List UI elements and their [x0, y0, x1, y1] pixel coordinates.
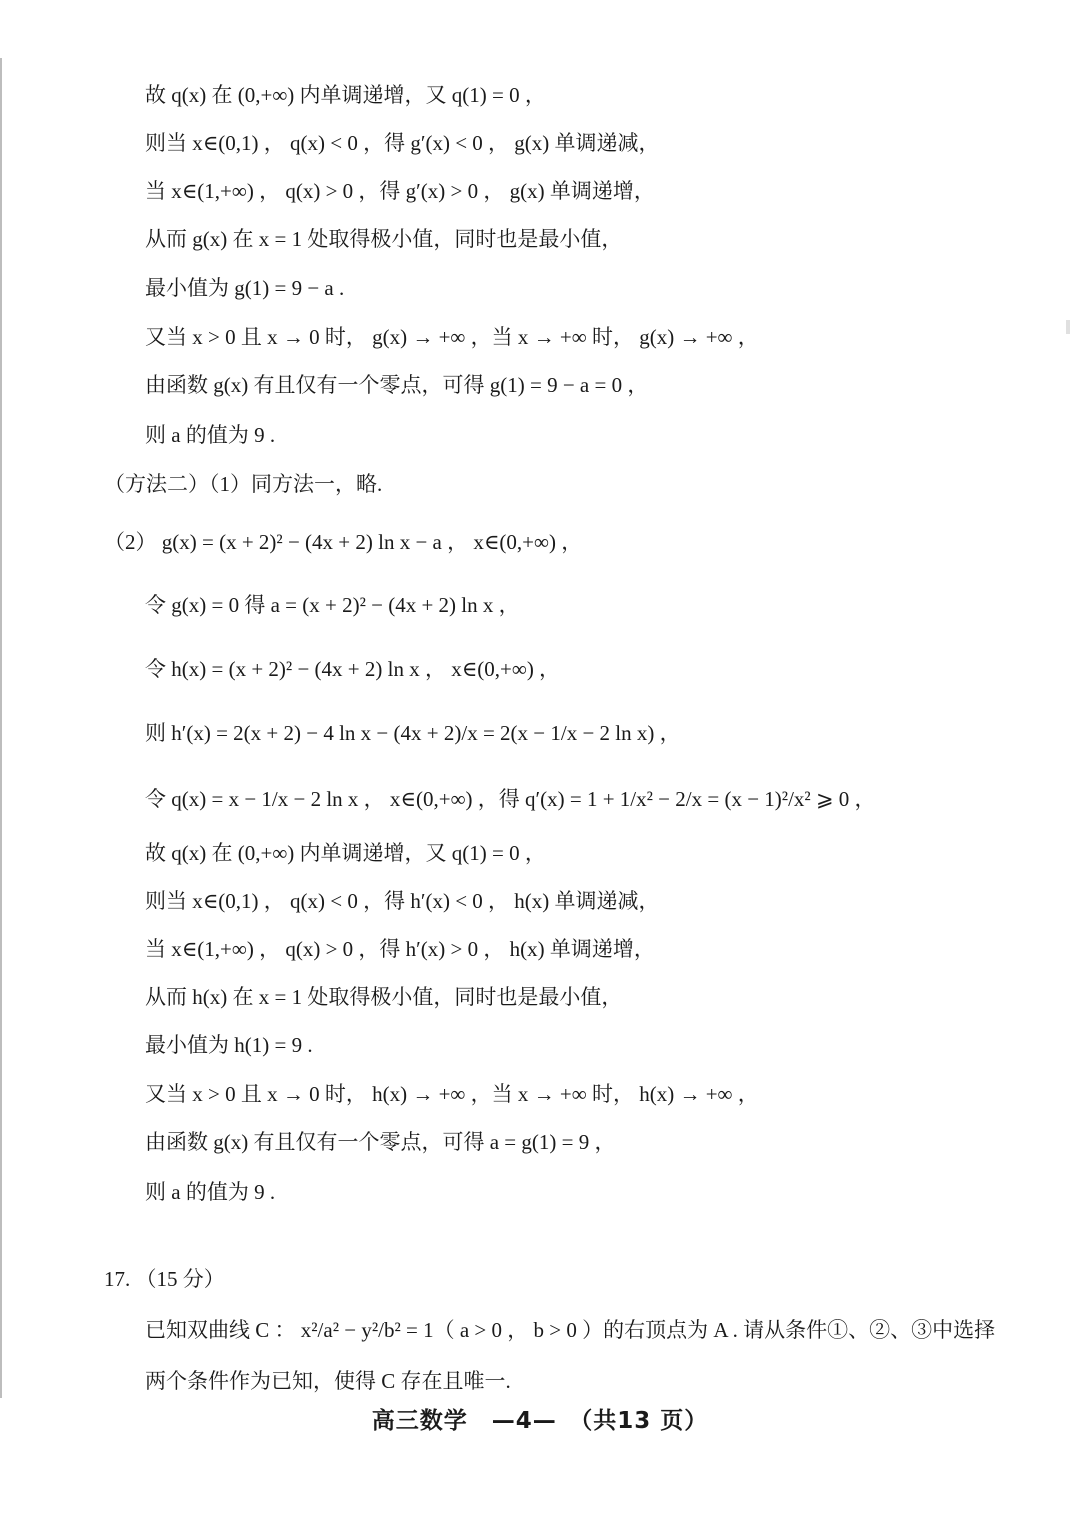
solution-line: 令 g(x) = 0 得 a = (x + 2)² − (4x + 2) ln x ， — [145, 593, 520, 617]
question-text-line: 两个条件作为已知，使得 C 存在且唯一. — [145, 1369, 511, 1393]
solution-line: 由函数 g(x) 有且仅有一个零点，可得 g(1) = 9 − a = 0 ， — [145, 373, 649, 397]
solution-line: 则当 x∈(0,1) ， q(x) < 0 ，得 h′(x) < 0 ， h(x) 单调递减， — [145, 889, 660, 913]
solution-line: 从而 g(x) 在 x = 1 处取得极小值，同时也是最小值， — [145, 227, 623, 251]
solution-line: 则 a 的值为 9 . — [145, 1180, 276, 1204]
solution-line: 又当 x > 0 且 x → 0 时， h(x) → +∞ ，当 x → +∞ 时， h(x) → +∞ ， — [145, 1082, 759, 1106]
solution-line: 当 x∈(1,+∞) ， q(x) > 0 ，得 h′(x) > 0 ， h(x) 单调递增， — [145, 937, 655, 961]
solution-line: 当 x∈(1,+∞) ， q(x) > 0 ，得 g′(x) > 0 ， g(x) 单调递增， — [145, 179, 655, 203]
solution-line: 从而 h(x) 在 x = 1 处取得极小值，同时也是最小值， — [145, 985, 623, 1009]
solution-line: 令 h(x) = (x + 2)² − (4x + 2) ln x ， x∈(0,+∞) ， — [145, 657, 561, 681]
solution-line: 故 q(x) 在 (0,+∞) 内单调递增，又 q(1) = 0 ， — [145, 841, 546, 865]
solution-line: 故 q(x) 在 (0,+∞) 内单调递增，又 q(1) = 0 ， — [145, 83, 546, 107]
page-edge-rule — [0, 58, 2, 1398]
solution-line: 则 a 的值为 9 . — [145, 423, 276, 447]
question-number-heading: 17. （15 分） — [104, 1267, 225, 1291]
solution-line: 由函数 g(x) 有且仅有一个零点，可得 a = g(1) = 9 ， — [145, 1130, 616, 1154]
solution-line: 令 q(x) = x − 1/x − 2 ln x ， x∈(0,+∞) ，得 q′(x) = 1 + 1/x² − 2/x = (x − 1)²/x² ⩾ 0 ， — [145, 787, 876, 811]
solution-line: 则当 x∈(0,1) ， q(x) < 0 ，得 g′(x) < 0 ， g(x) 单调递减， — [145, 131, 660, 155]
scan-speck — [1066, 320, 1070, 334]
solution-line: 最小值为 h(1) = 9 . — [145, 1033, 313, 1057]
solution-line: （2） g(x) = (x + 2)² − (4x + 2) ln x − a ， x∈(0,+∞) ， — [104, 530, 583, 554]
page-footer: 高三数学 —4— （共13 页） — [371, 1408, 709, 1434]
solution-line: 最小值为 g(1) = 9 − a . — [145, 276, 345, 300]
method-two-heading: （方法二）（1）同方法一，略. — [104, 472, 383, 496]
solution-line: 又当 x > 0 且 x → 0 时， g(x) → +∞ ，当 x → +∞ 时， g(x) → +∞ ， — [145, 325, 759, 349]
solution-line: 则 h′(x) = 2(x + 2) − 4 ln x − (4x + 2)/x = 2(x − 1/x − 2 ln x) ， — [145, 721, 681, 745]
question-text-line: 已知双曲线 C ： x²/a² − y²/b² = 1（ a > 0 ， b > 0 ）的右顶点为 A . 请从条件①、②、③中选择 — [145, 1318, 996, 1342]
